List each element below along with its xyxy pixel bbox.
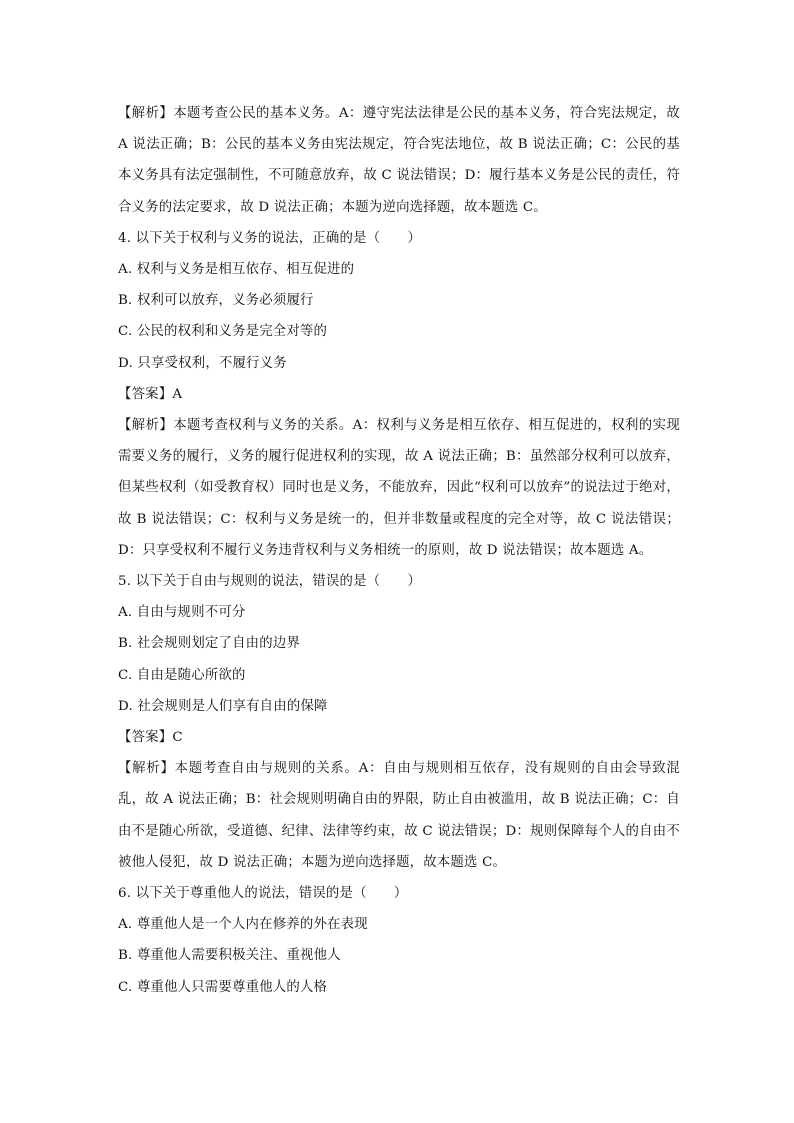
question-5: 5. 以下关于自由与规则的说法，错误的是（ ） (118, 574, 422, 590)
q5-option-d: D. 社会规则是人们享有自由的保障 (118, 698, 328, 714)
question-6: 6. 以下关于尊重他人的说法，错误的是（ ） (118, 886, 408, 902)
q4-option-b: B. 权利可以放弃，义务必须履行 (118, 293, 314, 309)
q4-option-c: C. 公民的权利和义务是完全对等的 (118, 324, 328, 340)
q4-option-a: A. 权利与义务是相互依存、相互促进的 (118, 262, 355, 278)
q5-option-a: A. 自由与规则不可分 (118, 605, 246, 621)
analysis-q4: 【解析】本题考查权利与义务的关系。A：权利与义务是相互依存、相互促进的，权利的实现需要义务的履行，义务的履行促进权利的实现，故 A 说法正确；B：虽然部分权利可以放弃，但某些权利（如受教育权）同时也是义务，不能放弃，因此“权利可以放弃”的说法过于绝对，故 B 说法错误；C：权利与义务是统一的，但并非数量或程度的完全对等，故 C 说法错误；D：只享受权利不履行义务违背权利与义务相统一的原则，故 D 说法错误；故本题选 A。 (118, 418, 680, 558)
page-content (118, 98, 680, 1003)
q4-option-d: D. 只享受权利，不履行义务 (118, 355, 287, 371)
q6-option-b: B. 尊重他人需要积极关注、重视他人 (118, 948, 341, 964)
analysis-q3: 【解析】本题考查公民的基本义务。A：遵守宪法法律是公民的基本义务，符合宪法规定，故 A 说法正确；B：公民的基本义务由宪法规定，符合宪法地位，故 B 说法正确；C：公民的基本义务具有法定强制性，不可随意放弃，故 C 说法错误；D：履行基本义务是公民的责任，符合义务的法定要求，故 D 说法正确；本题为逆向选择题，故本题选 C。 (118, 106, 680, 215)
q5-option-c: C. 自由是随心所欲的 (118, 667, 246, 683)
q6-option-a: A. 尊重他人是一个人内在修养的外在表现 (118, 917, 368, 933)
q6-option-c: C. 尊重他人只需要尊重他人的人格 (118, 979, 328, 995)
answer-q4: 【答案】A (118, 386, 183, 402)
q5-option-b: B. 社会规则划定了自由的边界 (118, 636, 301, 652)
answer-q5: 【答案】C (118, 730, 183, 746)
analysis-q5: 【解析】本题考查自由与规则的关系。A：自由与规则相互依存，没有规则的自由会导致混乱，故 A 说法正确；B：社会规则明确自由的界限，防止自由被滥用，故 B 说法正确；C：自由不是随心所欲，受道德、纪律、法律等约束，故 C 说法错误；D：规则保障每个人的自由不被他人侵犯，故 D 说法正确；本题为逆向选择题，故本题选 C。 (118, 761, 680, 870)
question-4: 4. 以下关于权利与义务的说法，正确的是（ ） (118, 230, 422, 246)
